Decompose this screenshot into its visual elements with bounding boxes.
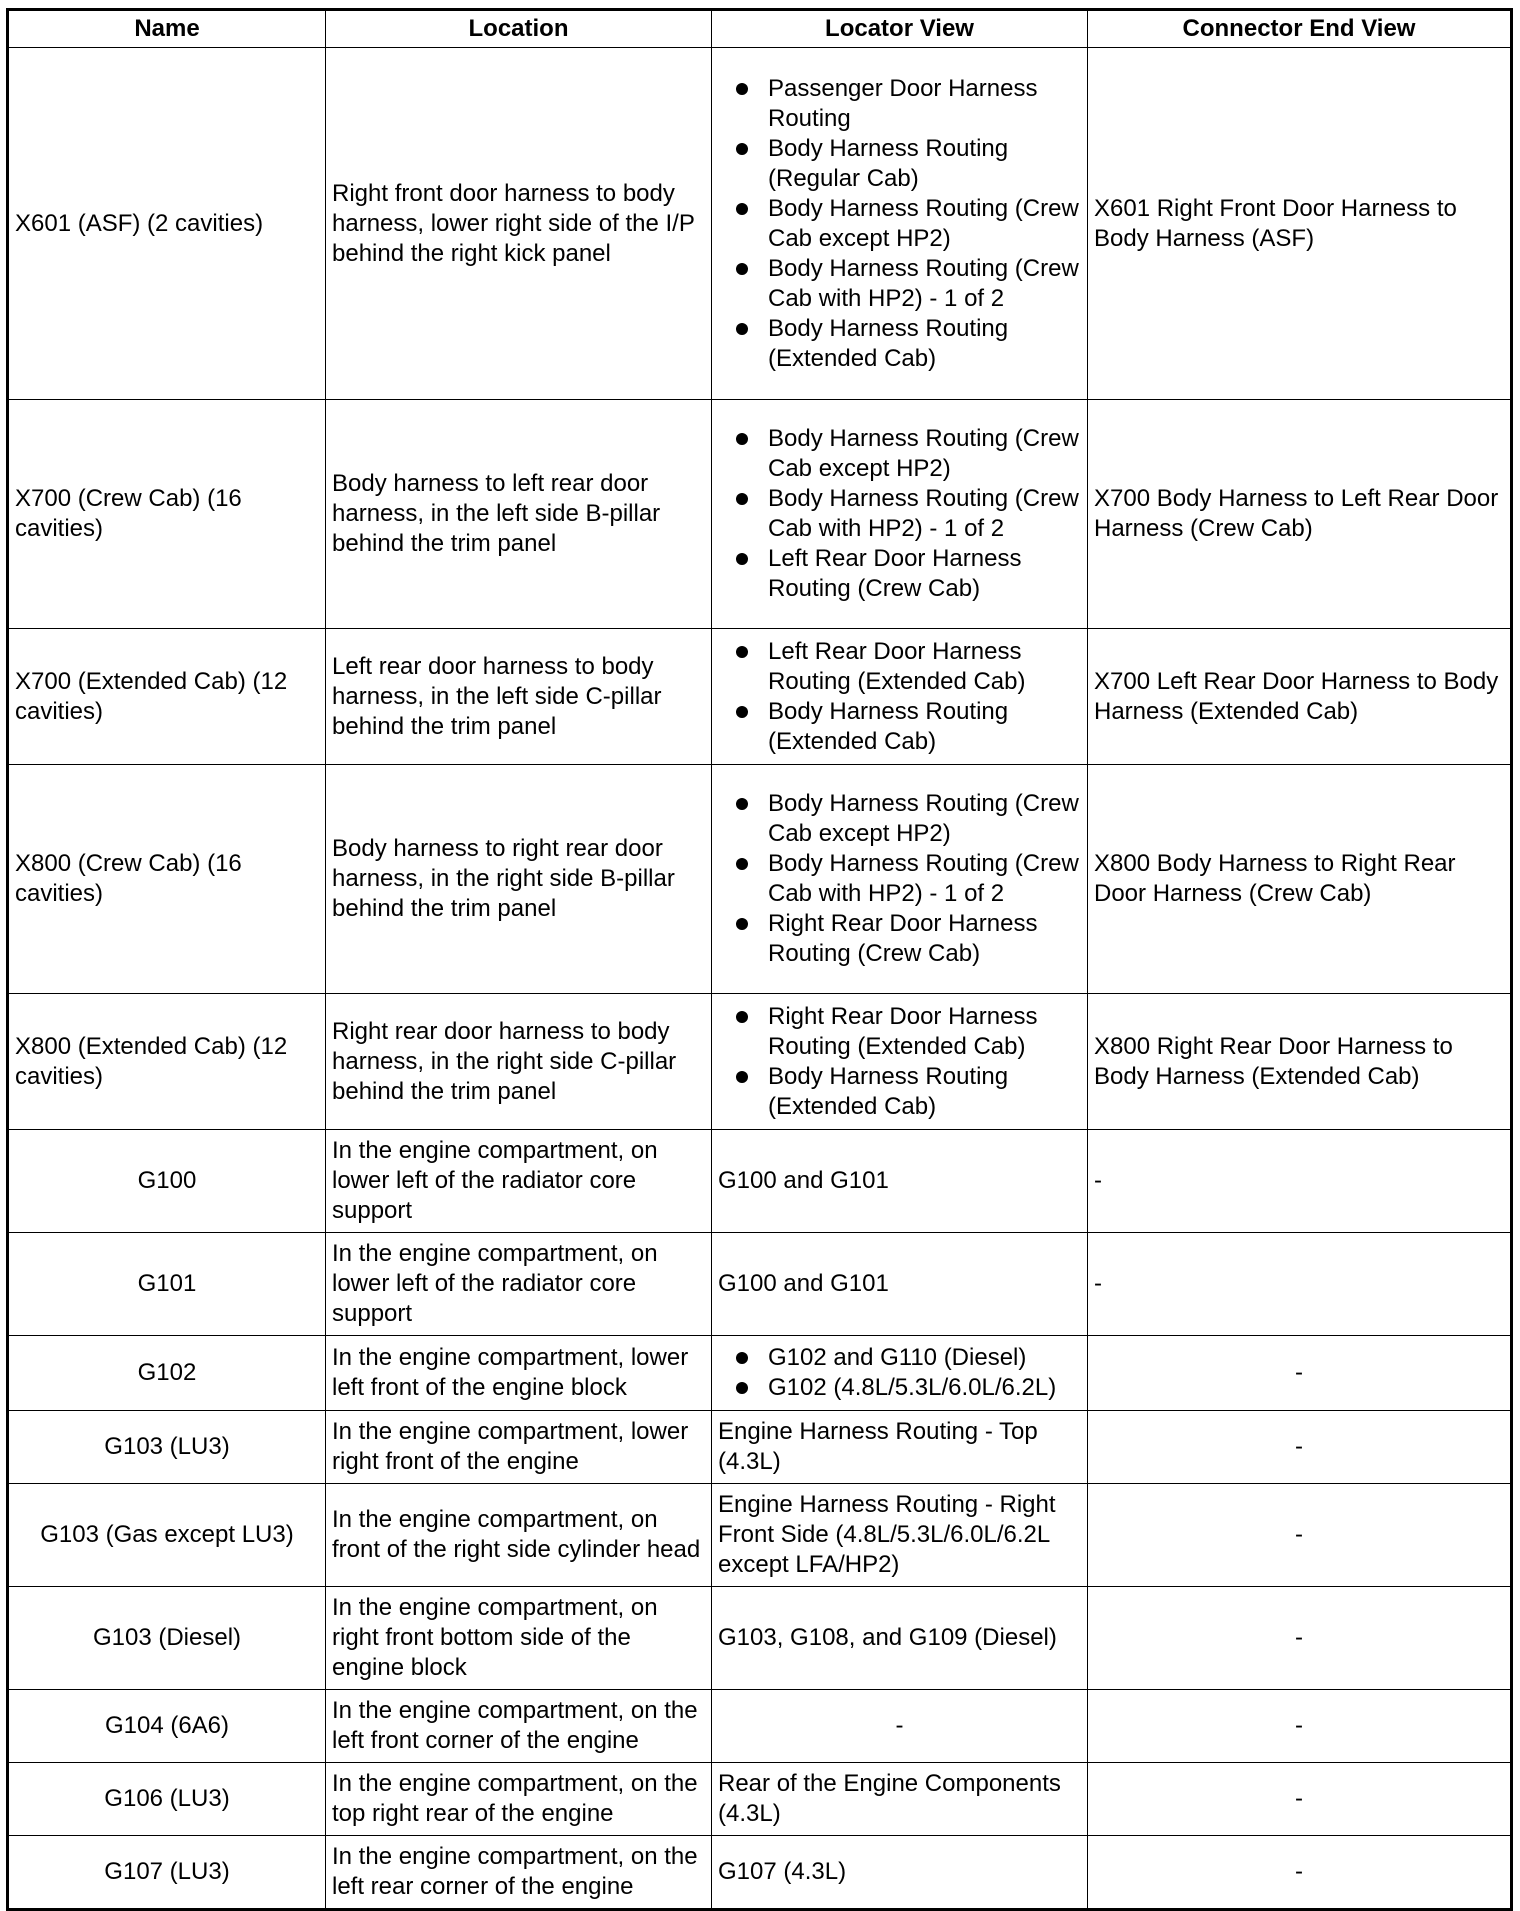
cell-location: In the engine compartment, lower right front of the engine [326, 1411, 712, 1484]
table-row [8, 1587, 1512, 1690]
table-row [8, 1763, 1512, 1836]
cell-connector-end-view[interactable]: X800 Right Rear Door Harness to Body Harness (Extended Cab) [1088, 994, 1512, 1130]
locator-link[interactable]: Right Rear Door Harness Routing (Extended Cab) [718, 1002, 1081, 1062]
cell-connector-end-view: - [1088, 1836, 1512, 1910]
cell-locator-view[interactable]: G107 (4.3L) [712, 1836, 1088, 1910]
locator-link[interactable]: Right Rear Door Harness Routing (Crew Cab) [718, 909, 1081, 969]
header-locator-view: Locator View [712, 10, 1088, 48]
cell-location: In the engine compartment, on the top right rear of the engine [326, 1763, 712, 1836]
locator-link[interactable]: Body Harness Routing (Regular Cab) [718, 134, 1081, 194]
cell-location: In the engine compartment, on right front bottom side of the engine block [326, 1587, 712, 1690]
connector-table [6, 8, 1513, 1911]
cell-locator-view[interactable]: G100 and G101 [712, 1130, 1088, 1233]
locator-link[interactable]: Body Harness Routing (Crew Cab except HP2) [718, 789, 1081, 849]
table-row [8, 48, 1512, 400]
cell-name: X700 (Extended Cab) (12 cavities) [8, 629, 326, 765]
cell-name: X601 (ASF) (2 cavities) [8, 48, 326, 400]
cell-location: In the engine compartment, lower left front of the engine block [326, 1336, 712, 1411]
cell-locator-view [712, 765, 1088, 994]
table-row [8, 629, 1512, 765]
locator-link[interactable]: Body Harness Routing (Crew Cab with HP2) - 1 of 2 [718, 849, 1081, 909]
locator-link[interactable]: Left Rear Door Harness Routing (Crew Cab) [718, 544, 1081, 604]
cell-locator-view[interactable]: Rear of the Engine Components (4.3L) [712, 1763, 1088, 1836]
cell-location: Body harness to left rear door harness, in the left side B-pillar behind the trim panel [326, 400, 712, 629]
cell-locator-view [712, 400, 1088, 629]
locator-list [718, 424, 1081, 604]
locator-link[interactable]: Left Rear Door Harness Routing (Extended Cab) [718, 637, 1081, 697]
locator-link[interactable]: Body Harness Routing (Crew Cab with HP2) - 1 of 2 [718, 484, 1081, 544]
cell-location: In the engine compartment, on the left rear corner of the engine [326, 1836, 712, 1910]
cell-connector-end-view[interactable]: X700 Left Rear Door Harness to Body Harness (Extended Cab) [1088, 629, 1512, 765]
cell-name: G103 (Diesel) [8, 1587, 326, 1690]
cell-locator-view[interactable]: G100 and G101 [712, 1233, 1088, 1336]
header-name: Name [8, 10, 326, 48]
locator-link[interactable]: G102 (4.8L/5.3L/6.0L/6.2L) [718, 1373, 1081, 1403]
table-row [8, 1411, 1512, 1484]
cell-location: Body harness to right rear door harness, in the right side B-pillar behind the trim panel [326, 765, 712, 994]
cell-locator-view[interactable]: Engine Harness Routing - Top (4.3L) [712, 1411, 1088, 1484]
table-row [8, 1336, 1512, 1411]
cell-locator-view [712, 1336, 1088, 1411]
locator-link[interactable]: Body Harness Routing (Crew Cab except HP2) [718, 194, 1081, 254]
locator-link[interactable]: Passenger Door Harness Routing [718, 74, 1081, 134]
cell-name: G100 [8, 1130, 326, 1233]
table-row [8, 1233, 1512, 1336]
cell-locator-view [712, 48, 1088, 400]
table-row [8, 1484, 1512, 1587]
locator-link[interactable]: Body Harness Routing (Extended Cab) [718, 314, 1081, 374]
cell-location: Right rear door harness to body harness, in the right side C-pillar behind the trim panel [326, 994, 712, 1130]
cell-name: X800 (Extended Cab) (12 cavities) [8, 994, 326, 1130]
cell-name: G103 (LU3) [8, 1411, 326, 1484]
cell-locator-view[interactable]: Engine Harness Routing - Right Front Side (4.8L/5.3L/6.0L/6.2L except LFA/HP2) [712, 1484, 1088, 1587]
locator-link[interactable]: Body Harness Routing (Crew Cab with HP2) - 1 of 2 [718, 254, 1081, 314]
cell-location: In the engine compartment, on the left front corner of the engine [326, 1690, 712, 1763]
table-row [8, 765, 1512, 994]
cell-connector-end-view[interactable]: X601 Right Front Door Harness to Body Harness (ASF) [1088, 48, 1512, 400]
locator-link[interactable]: G102 and G110 (Diesel) [718, 1343, 1081, 1373]
cell-name: G103 (Gas except LU3) [8, 1484, 326, 1587]
locator-list [718, 74, 1081, 374]
table-row [8, 400, 1512, 629]
cell-name: G104 (6A6) [8, 1690, 326, 1763]
cell-connector-end-view: - [1088, 1336, 1512, 1411]
cell-location: Right front door harness to body harness, lower right side of the I/P behind the right kick panel [326, 48, 712, 400]
cell-connector-end-view: - [1088, 1690, 1512, 1763]
cell-connector-end-view[interactable]: X700 Body Harness to Left Rear Door Harness (Crew Cab) [1088, 400, 1512, 629]
locator-list [718, 1343, 1081, 1403]
table-row [8, 1836, 1512, 1910]
cell-locator-view [712, 994, 1088, 1130]
connector-table-wrapper [6, 8, 1510, 1911]
cell-name: G107 (LU3) [8, 1836, 326, 1910]
cell-connector-end-view: - [1088, 1233, 1512, 1336]
cell-location: In the engine compartment, on lower left of the radiator core support [326, 1233, 712, 1336]
cell-connector-end-view: - [1088, 1484, 1512, 1587]
cell-connector-end-view: - [1088, 1763, 1512, 1836]
cell-locator-view [712, 629, 1088, 765]
cell-name: G106 (LU3) [8, 1763, 326, 1836]
cell-location: In the engine compartment, on lower left of the radiator core support [326, 1130, 712, 1233]
cell-connector-end-view: - [1088, 1411, 1512, 1484]
locator-list [718, 789, 1081, 969]
cell-connector-end-view: - [1088, 1587, 1512, 1690]
header-row [8, 10, 1512, 48]
table-row [8, 994, 1512, 1130]
table-row [8, 1130, 1512, 1233]
header-location: Location [326, 10, 712, 48]
locator-link[interactable]: Body Harness Routing (Crew Cab except HP2) [718, 424, 1081, 484]
cell-location: Left rear door harness to body harness, in the left side C-pillar behind the trim panel [326, 629, 712, 765]
locator-link[interactable]: Body Harness Routing (Extended Cab) [718, 1062, 1081, 1122]
cell-locator-view: - [712, 1690, 1088, 1763]
cell-connector-end-view: - [1088, 1130, 1512, 1233]
cell-connector-end-view[interactable]: X800 Body Harness to Right Rear Door Harness (Crew Cab) [1088, 765, 1512, 994]
header-connector-end-view: Connector End View [1088, 10, 1512, 48]
cell-name: G101 [8, 1233, 326, 1336]
cell-name: X700 (Crew Cab) (16 cavities) [8, 400, 326, 629]
locator-list [718, 1002, 1081, 1122]
locator-list [718, 637, 1081, 757]
cell-location: In the engine compartment, on front of the right side cylinder head [326, 1484, 712, 1587]
table-row [8, 1690, 1512, 1763]
cell-name: G102 [8, 1336, 326, 1411]
locator-link[interactable]: Body Harness Routing (Extended Cab) [718, 697, 1081, 757]
cell-locator-view[interactable]: G103, G108, and G109 (Diesel) [712, 1587, 1088, 1690]
cell-name: X800 (Crew Cab) (16 cavities) [8, 765, 326, 994]
